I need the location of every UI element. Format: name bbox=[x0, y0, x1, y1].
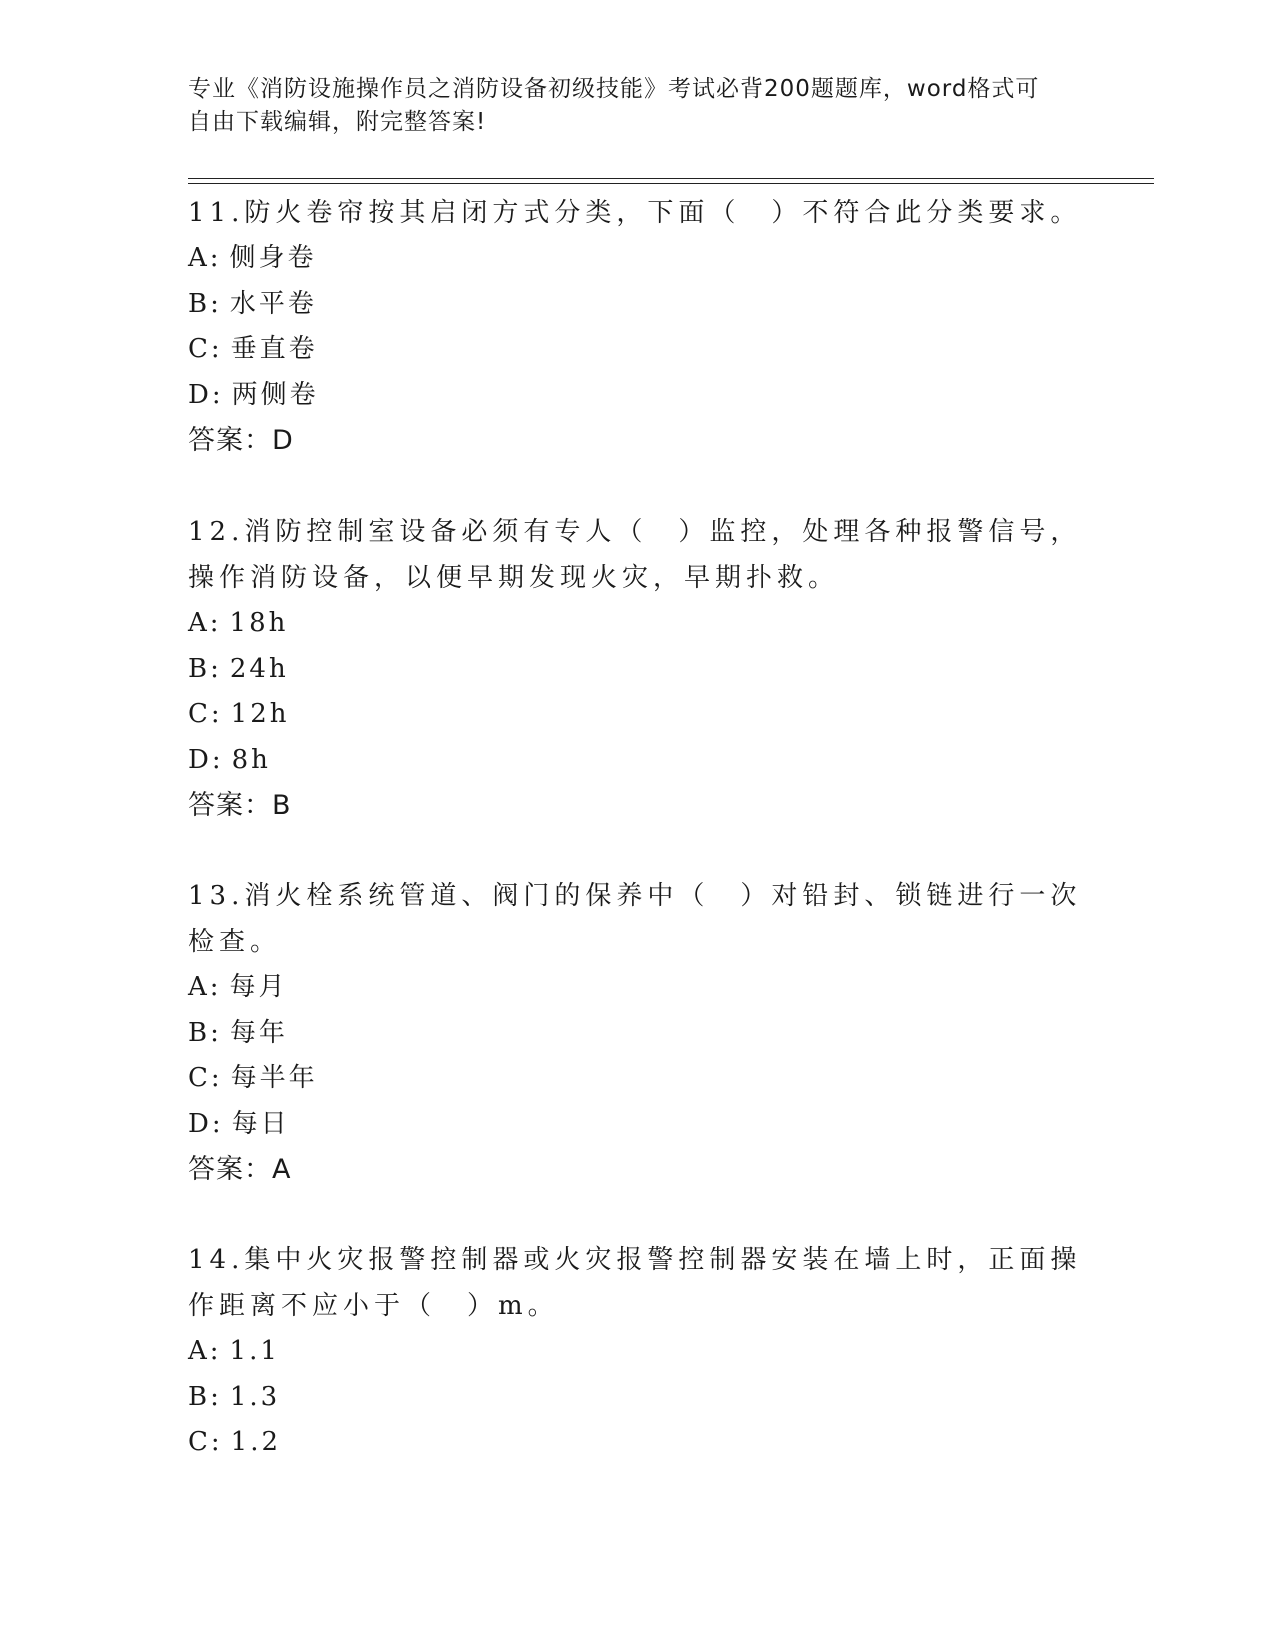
question-stem: 13.消火栓系统管道、阀门的保养中（ ）对铅封、锁链进行一次检查。 bbox=[188, 881, 1082, 957]
option-text: 8h bbox=[231, 744, 271, 775]
option-text: 1.1 bbox=[229, 1336, 280, 1366]
option-text: 12h bbox=[230, 699, 290, 730]
header-line-2: 自由下载编辑，附完整答案! bbox=[188, 109, 487, 135]
option-c: C: 12h bbox=[188, 692, 1088, 738]
option-letter: D bbox=[188, 379, 212, 410]
option-letter: C bbox=[188, 334, 211, 365]
option-c: C: 每半年 bbox=[188, 1056, 1088, 1102]
option-b: B: 24h bbox=[188, 647, 1088, 693]
option-d: D: 两侧卷 bbox=[188, 373, 1088, 419]
option-b: B: 1.3 bbox=[188, 1375, 1088, 1421]
option-text: 1.2 bbox=[230, 1427, 282, 1458]
question-stem: 12.消防控制室设备必须有专人（ ）监控，处理各种报警信号，操作消防设备，以便早期发现火灾，早期扑救。 bbox=[188, 517, 1082, 593]
question-stem: 11.防火卷帘按其启闭方式分类，下面（ ）不符合此分类要求。 bbox=[188, 198, 1082, 228]
option-letter: B bbox=[188, 1017, 211, 1048]
option-letter: A bbox=[188, 608, 210, 638]
option-b: B: 每年 bbox=[188, 1011, 1088, 1057]
option-text: 每年 bbox=[229, 1017, 288, 1048]
question-block bbox=[188, 509, 1088, 829]
option-c: C: 1.2 bbox=[188, 1420, 1088, 1466]
option-text: 每月 bbox=[229, 972, 288, 1002]
option-d: D: 每日 bbox=[188, 1102, 1088, 1148]
option-letter: A bbox=[188, 243, 210, 273]
answer-line: 答案：B bbox=[188, 790, 292, 822]
option-letter: A bbox=[188, 972, 210, 1002]
option-text: 24h bbox=[229, 653, 289, 684]
option-a: A: 侧身卷 bbox=[188, 236, 1088, 282]
option-letter: C bbox=[188, 1427, 211, 1458]
answer-line: 答案：A bbox=[188, 1154, 292, 1186]
option-letter: C bbox=[188, 699, 211, 730]
option-text: 侧身卷 bbox=[229, 243, 317, 273]
document-header bbox=[188, 73, 1068, 139]
option-text: 两侧卷 bbox=[231, 379, 319, 410]
option-text: 每半年 bbox=[230, 1063, 318, 1094]
option-text: 18h bbox=[229, 608, 289, 638]
option-a: A: 18h bbox=[188, 601, 1088, 647]
question-stem: 14.集中火灾报警控制器或火灾报警控制器安装在墙上时，正面操作距离不应小于（ ）m。 bbox=[188, 1245, 1082, 1321]
option-letter: D bbox=[188, 1108, 212, 1139]
header-line-1: 专业《消防设施操作员之消防设备初级技能》考试必背200题题库，word格式可 bbox=[188, 76, 1040, 102]
option-text: 垂直卷 bbox=[230, 334, 318, 365]
question-block bbox=[188, 873, 1088, 1193]
header-divider-bottom bbox=[188, 183, 1154, 184]
option-letter: B bbox=[188, 653, 211, 684]
question-block bbox=[188, 190, 1088, 464]
option-letter: A bbox=[188, 1336, 210, 1366]
option-d: D: 8h bbox=[188, 738, 1088, 784]
header-divider-top bbox=[188, 178, 1154, 179]
option-b: B: 水平卷 bbox=[188, 282, 1088, 328]
option-letter: D bbox=[188, 744, 212, 775]
option-c: C: 垂直卷 bbox=[188, 327, 1088, 373]
option-a: A: 每月 bbox=[188, 965, 1088, 1011]
option-letter: B bbox=[188, 1381, 211, 1412]
option-text: 每日 bbox=[231, 1108, 290, 1139]
option-a: A: 1.1 bbox=[188, 1329, 1088, 1375]
option-text: 水平卷 bbox=[229, 288, 317, 319]
answer-line: 答案：D bbox=[188, 425, 294, 457]
option-letter: B bbox=[188, 288, 211, 319]
option-letter: C bbox=[188, 1063, 211, 1094]
question-block bbox=[188, 1237, 1088, 1466]
option-text: 1.3 bbox=[229, 1381, 281, 1412]
